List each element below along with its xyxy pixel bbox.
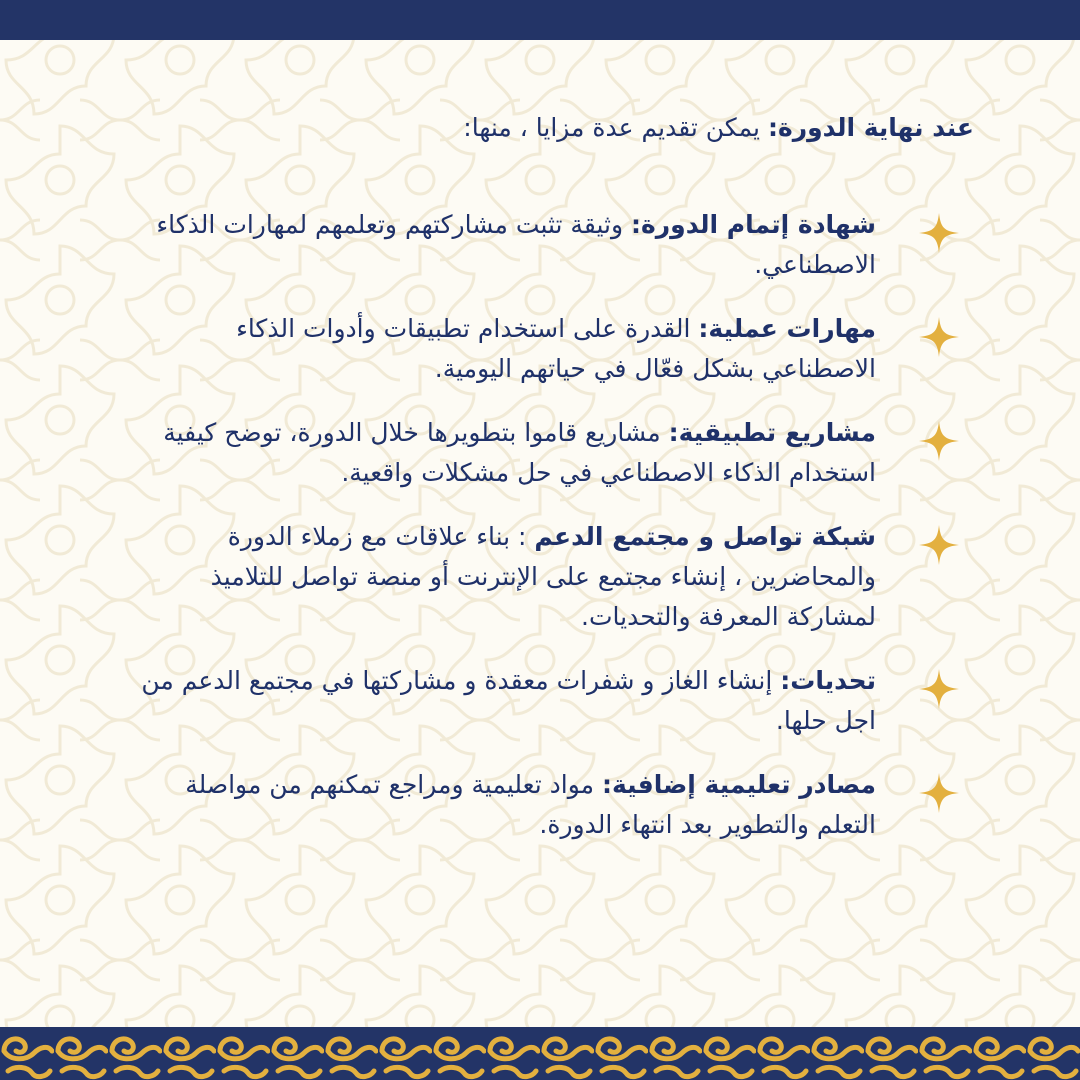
top-navy-bar <box>0 0 1080 40</box>
benefit-title: مهارات عملية: <box>698 314 876 343</box>
intro-lead: عند نهاية الدورة: <box>767 113 974 142</box>
benefit-item <box>140 765 960 845</box>
benefit-item <box>140 413 960 493</box>
benefit-item <box>140 205 960 285</box>
benefit-title: تحديات: <box>780 666 876 695</box>
benefit-item <box>140 309 960 389</box>
four-point-star-icon <box>918 524 960 566</box>
benefit-title: مصادر تعليمية إضافية: <box>601 770 876 799</box>
benefit-title: شبكة تواصل و مجتمع الدعم <box>534 522 876 551</box>
benefit-text: مواد تعليمية ومراجع تمكنهم من مواصلة التعلم والتطوير بعد انتهاء الدورة. <box>185 770 876 839</box>
benefit-title: شهادة إتمام الدورة: <box>631 210 876 239</box>
benefit-text: وثيقة تثبت مشاركتهم وتعلمهم لمهارات الذكاء الاصطناعي. <box>156 210 876 279</box>
wave-ornament <box>0 1027 1080 1080</box>
four-point-star-icon <box>918 420 960 462</box>
four-point-star-icon <box>918 316 960 358</box>
benefits-list <box>140 205 960 869</box>
benefit-text: إنشاء الغاز و شفرات معقدة و مشاركتها في مجتمع الدعم من اجل حلها. <box>141 666 876 735</box>
benefit-text: مشاريع قاموا بتطويرها خلال الدورة، توضح كيفية استخدام الذكاء الاصطناعي في حل مشكلات واقعية. <box>163 418 876 487</box>
benefit-item <box>140 517 960 637</box>
intro-text <box>94 108 974 148</box>
four-point-star-icon <box>918 772 960 814</box>
benefit-text: القدرة على استخدام تطبيقات وأدوات الذكاء الاصطناعي بشكل فعّال في حياتهم اليومية. <box>236 314 876 383</box>
four-point-star-icon <box>918 212 960 254</box>
benefit-item <box>140 661 960 741</box>
four-point-star-icon <box>918 668 960 710</box>
bottom-ornament-band <box>0 1027 1080 1080</box>
benefit-text: : بناء علاقات مع زملاء الدورة والمحاضرين ، إنشاء مجتمع على الإنترنت أو منصة تواصل للتلاميذ لمشاركة المعرفة والتحديات. <box>210 522 876 631</box>
intro-body: يمكن تقديم عدة مزايا ، منها: <box>463 113 768 142</box>
benefit-title: مشاريع تطبيقية: <box>668 418 876 447</box>
